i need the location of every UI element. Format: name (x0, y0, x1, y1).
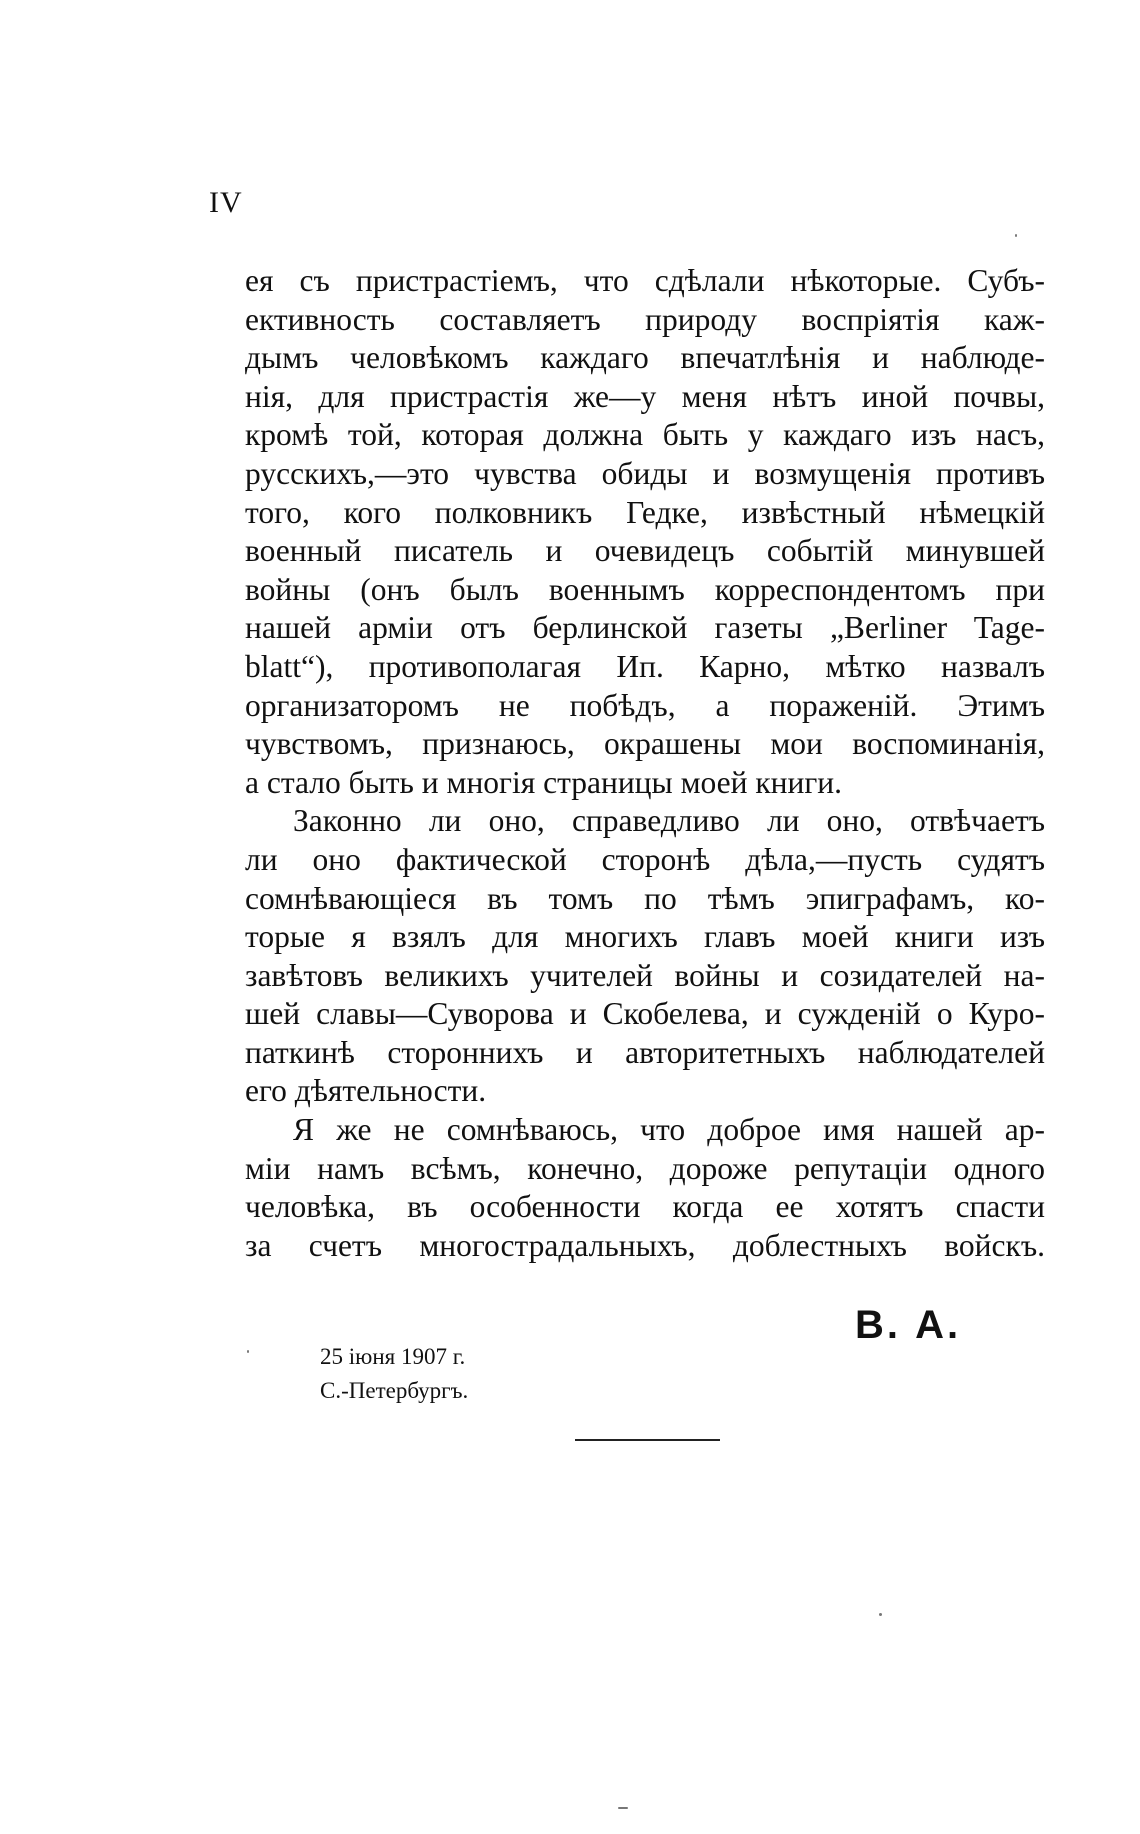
text-line: дымъ человѣкомъ каждаго впечатлѣнія и наблюде- (245, 340, 1045, 376)
text-line: того, кого полковникъ Гедке, извѣстный нѣмецкій (245, 494, 1045, 530)
text-line: чувствомъ, признаюсь, окрашены мои воспоминанія, (245, 726, 1045, 762)
text-line: blatt“), противополагая Ип. Карно, мѣтко назвалъ (245, 648, 1045, 684)
scan-speck (1015, 234, 1017, 237)
author-signature: В. А. (855, 1303, 962, 1347)
text-line: ли оно фактической сторонѣ дѣла,—пусть судятъ (245, 841, 1045, 877)
text-line: ея съ пристрастіемъ, что сдѣлали нѣкоторые. Субъ- (245, 263, 1045, 298)
paragraph-1 (245, 262, 1045, 802)
paragraph-2 (245, 802, 1045, 1111)
text-line: человѣка, въ особенности когда ее хотятъ спасти (245, 1189, 1045, 1225)
text-line: нашей арміи отъ берлинской газеты „Berliner Tage- (245, 610, 1045, 646)
text-line: нія, для пристрастія же—у меня нѣтъ иной почвы, (245, 378, 1045, 414)
text-line: кромѣ той, которая должна быть у каждаго изъ насъ, (245, 417, 1045, 453)
dateline-date: 25 іюня 1907 г. (320, 1344, 466, 1369)
text-line: Законно ли оно, справедливо ли оно, отвѣчаетъ (293, 803, 1045, 839)
text-line: а стало быть и многія страницы моей книги. (245, 764, 843, 800)
page-number: IV (209, 186, 243, 219)
text-line: военный писатель и очевидецъ событій минувшей (245, 533, 1045, 569)
text-line: завѣтовъ великихъ учителей войны и созидателей на- (245, 957, 1045, 993)
scan-speck (247, 1350, 249, 1353)
dateline-place: С.-Петербургъ. (320, 1378, 469, 1403)
scan-speck (618, 1807, 628, 1809)
text-line: организаторомъ не побѣдъ, а пораженій. Этимъ (245, 687, 1045, 723)
text-line: сомнѣвающіеся въ томъ по тѣмъ эпиграфамъ, ко- (245, 880, 1045, 916)
text-line: за счетъ многострадальныхъ, доблестныхъ войскъ. (245, 1227, 1045, 1263)
end-rule-divider (575, 1439, 720, 1441)
text-line: его дѣятельности. (245, 1073, 487, 1109)
text-line: ективность составляетъ природу воспріятія каж- (245, 301, 1045, 337)
text-line: Я же не сомнѣваюсь, что доброе имя нашей ар- (293, 1112, 1045, 1148)
body-text (245, 262, 1045, 1265)
text-line: войны (онъ былъ военнымъ корреспондентомъ при (245, 571, 1045, 607)
paragraph-3 (245, 1111, 1045, 1265)
text-line: міи намъ всѣмъ, конечно, дороже репутаціи одного (245, 1150, 1045, 1186)
text-line: торые я взялъ для многихъ главъ моей книги изъ (245, 919, 1045, 955)
scan-speck (879, 1613, 882, 1616)
text-line: паткинѣ стороннихъ и авторитетныхъ наблюдателей (245, 1034, 1045, 1070)
text-line: русскихъ,—это чувства обиды и возмущенія противъ (245, 455, 1045, 491)
text-line: шей славы—Суворова и Скобелева, и сужденій о Куро- (245, 996, 1045, 1032)
